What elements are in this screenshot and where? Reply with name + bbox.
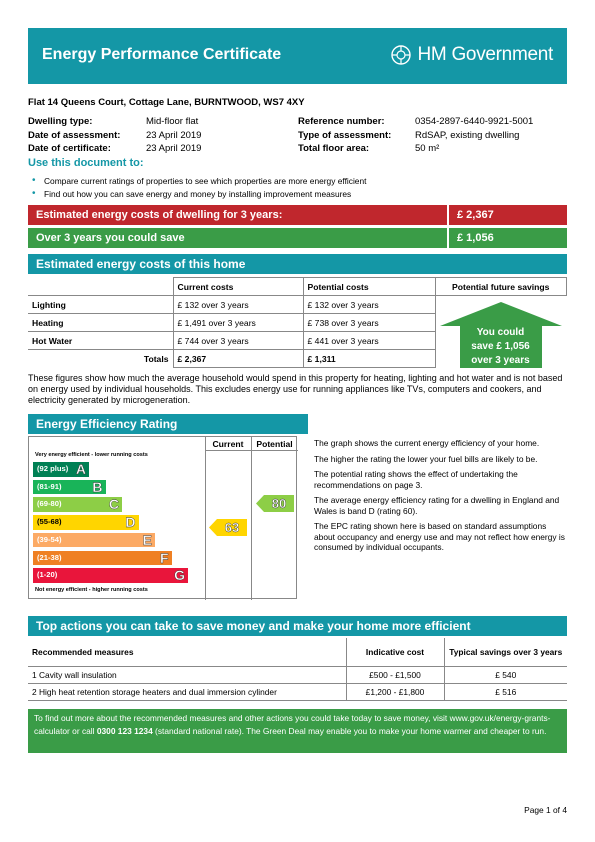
- potential-rating-marker: [256, 495, 294, 514]
- table-header: [28, 278, 173, 296]
- band-e: [33, 533, 155, 548]
- band-range: (1-20): [37, 570, 58, 580]
- cost-label: Hot Water: [28, 332, 173, 350]
- costs-table: [28, 277, 567, 368]
- current-column-header: Current: [212, 439, 244, 449]
- band-letter: A: [75, 461, 86, 477]
- cost-potential: £ 132 over 3 years: [303, 296, 435, 314]
- band-letter: E: [142, 531, 152, 548]
- use-bullet: • Compare current ratings of properties to see which properties are more energy efficient: [32, 175, 366, 188]
- savings-arrow-cell: [435, 296, 567, 368]
- costs-note: These figures show how much the average household would spend in this property for heating, lighting and hot water and is not based on energy used by individual households. This excludes energy use for running appliances like TVs, computers and cookers, and electricity generated by microgeneration.: [28, 373, 563, 405]
- phone-number: 0300 123 1234: [96, 726, 153, 736]
- efficiency-chart: [28, 436, 297, 599]
- table-header-row: [28, 638, 567, 666]
- table-header: Indicative cost: [346, 638, 444, 666]
- measure-saving: £ 540: [444, 666, 567, 683]
- savings-arrow-line: over 3 years: [471, 355, 530, 366]
- band-range: (21-38): [37, 552, 62, 562]
- measure-name: 1 Cavity wall insulation: [28, 666, 346, 683]
- estimated-cost-value: £ 2,367: [449, 205, 567, 225]
- green-deal-text: To find out more about the recommended measures and other actions you could take today to save money, visit www.gov.uk/energy-grants-calculator or call: [34, 713, 551, 736]
- property-details-right: [298, 115, 533, 156]
- govt-name: HM Government: [417, 44, 553, 65]
- cost-potential: £ 441 over 3 years: [303, 332, 435, 350]
- table-header: Potential future savings: [435, 278, 567, 296]
- cost-potential: £ 738 over 3 years: [303, 314, 435, 332]
- measure-saving: £ 516: [444, 683, 567, 700]
- band-d: [33, 515, 139, 530]
- band-range: (55-68): [37, 517, 62, 527]
- detail-value: 0354-2897-6440-9921-5001: [415, 116, 534, 127]
- efficiency-paragraph: The higher the rating the lower your fuel bills are likely to be.: [314, 453, 538, 464]
- cost-current: £ 132 over 3 years: [173, 296, 303, 314]
- savings-arrow-text: [440, 326, 562, 368]
- costs-section-heading: Estimated energy costs of this home: [28, 254, 567, 274]
- savings-arrow-line: save £ 1,056: [471, 341, 530, 352]
- band-b: [33, 480, 106, 495]
- cost-label: Heating: [28, 314, 173, 332]
- band-f: [33, 551, 172, 566]
- detail-label: Type of assessment:: [298, 129, 392, 141]
- efficiency-paragraph: The average energy efficiency rating for a dwelling in England and Wales is band D (rating 60).: [314, 495, 560, 516]
- use-bullets: [32, 175, 366, 200]
- measure-cost: £500 - £1,500: [346, 666, 444, 683]
- totals-current: £ 2,367: [173, 350, 303, 368]
- potential-column-header: Potential: [256, 439, 293, 449]
- efficiency-description: [314, 438, 568, 558]
- could-save-value: £ 1,056: [449, 228, 567, 248]
- crest-icon: [390, 44, 412, 66]
- detail-value: RdSAP, existing dwelling: [415, 129, 520, 141]
- table-header-row: [28, 278, 567, 296]
- band-range: (92 plus): [37, 464, 69, 473]
- detail-label: Reference number:: [298, 116, 385, 127]
- totals-potential: £ 1,311: [303, 350, 435, 368]
- table-row: [28, 296, 567, 314]
- top-note: Very energy efficient - lower running costs: [35, 452, 148, 458]
- efficiency-paragraph: The potential rating shows the effect of undertaking the recommendations on page 3.: [314, 469, 518, 490]
- page-number: Page 1 of 4: [524, 805, 567, 815]
- efficiency-section-heading: Energy Efficiency Rating: [28, 414, 308, 434]
- cost-current: £ 1,491 over 3 years: [173, 314, 303, 332]
- band-letter: F: [159, 549, 169, 566]
- detail-value: 50 m²: [415, 143, 440, 154]
- efficiency-paragraph: The EPC rating shown here is based on standard assumptions about occupancy and energy use and may not reflect how energy is consumed by individual occupants.: [314, 521, 565, 552]
- table-header: Current costs: [173, 278, 303, 296]
- table-header: Typical savings over 3 years: [444, 638, 567, 666]
- totals-label: Totals: [28, 350, 173, 368]
- estimated-cost-bar: Estimated energy costs of dwelling for 3 years:: [28, 205, 447, 225]
- measure-name: 2 High heat retention storage heaters and dual immersion cylinder: [28, 683, 346, 700]
- cost-current: £ 744 over 3 years: [173, 332, 303, 350]
- detail-label: Total floor area:: [298, 143, 370, 154]
- band-a: [33, 462, 89, 477]
- band-range: (39-54): [37, 534, 62, 544]
- page-title: Energy Performance Certificate: [42, 46, 282, 63]
- band-letter: B: [92, 478, 103, 495]
- detail-label: Date of certificate:: [28, 143, 111, 154]
- green-deal-box: [28, 709, 567, 753]
- efficiency-paragraph: The graph shows the current energy efficiency of your home.: [314, 438, 540, 448]
- table-row: [28, 666, 567, 683]
- detail-value: 23 April 2019: [146, 143, 202, 154]
- detail-value: Mid-floor flat: [146, 116, 199, 127]
- actions-table: [28, 638, 567, 701]
- measure-cost: £1,200 - £1,800: [346, 683, 444, 700]
- property-address: Flat 14 Queens Court, Cottage Lane, BURNTWOOD, WS7 4XY: [28, 97, 305, 108]
- band-g: [33, 568, 188, 583]
- green-deal-text: (standard national rate). The Green Deal may enable you to make your home warmer and cheaper to run.: [152, 726, 547, 736]
- header-banner: [28, 28, 567, 84]
- potential-marker-value: 80: [271, 496, 287, 512]
- savings-arrow-line: You could: [476, 327, 525, 338]
- property-details-left: [28, 115, 201, 156]
- table-header: Recommended measures: [28, 638, 346, 666]
- band-letter: C: [108, 496, 119, 513]
- bottom-note: Not energy efficient - higher running costs: [35, 587, 148, 593]
- band-letter: D: [125, 514, 136, 531]
- table-row: [28, 683, 567, 700]
- band-c: [33, 497, 122, 512]
- current-rating-marker: [209, 519, 247, 538]
- hm-government-logo: [390, 44, 553, 66]
- actions-section-heading: Top actions you can take to save money and make your home more efficient: [28, 616, 567, 636]
- band-range: (81-91): [37, 481, 62, 491]
- current-marker-value: 63: [224, 520, 240, 536]
- band-range: (69-80): [37, 499, 62, 509]
- table-header: Potential costs: [303, 278, 435, 296]
- detail-label: Date of assessment:: [28, 129, 121, 141]
- cost-label: Lighting: [28, 296, 173, 314]
- detail-label: Dwelling type:: [28, 116, 93, 127]
- use-bullet: • Find out how you can save energy and money by installing improvement measures: [32, 188, 366, 201]
- could-save-bar: Over 3 years you could save: [28, 228, 447, 248]
- use-document-title: Use this document to:: [28, 157, 144, 169]
- band-letter: G: [174, 567, 185, 584]
- detail-value: 23 April 2019: [146, 129, 202, 141]
